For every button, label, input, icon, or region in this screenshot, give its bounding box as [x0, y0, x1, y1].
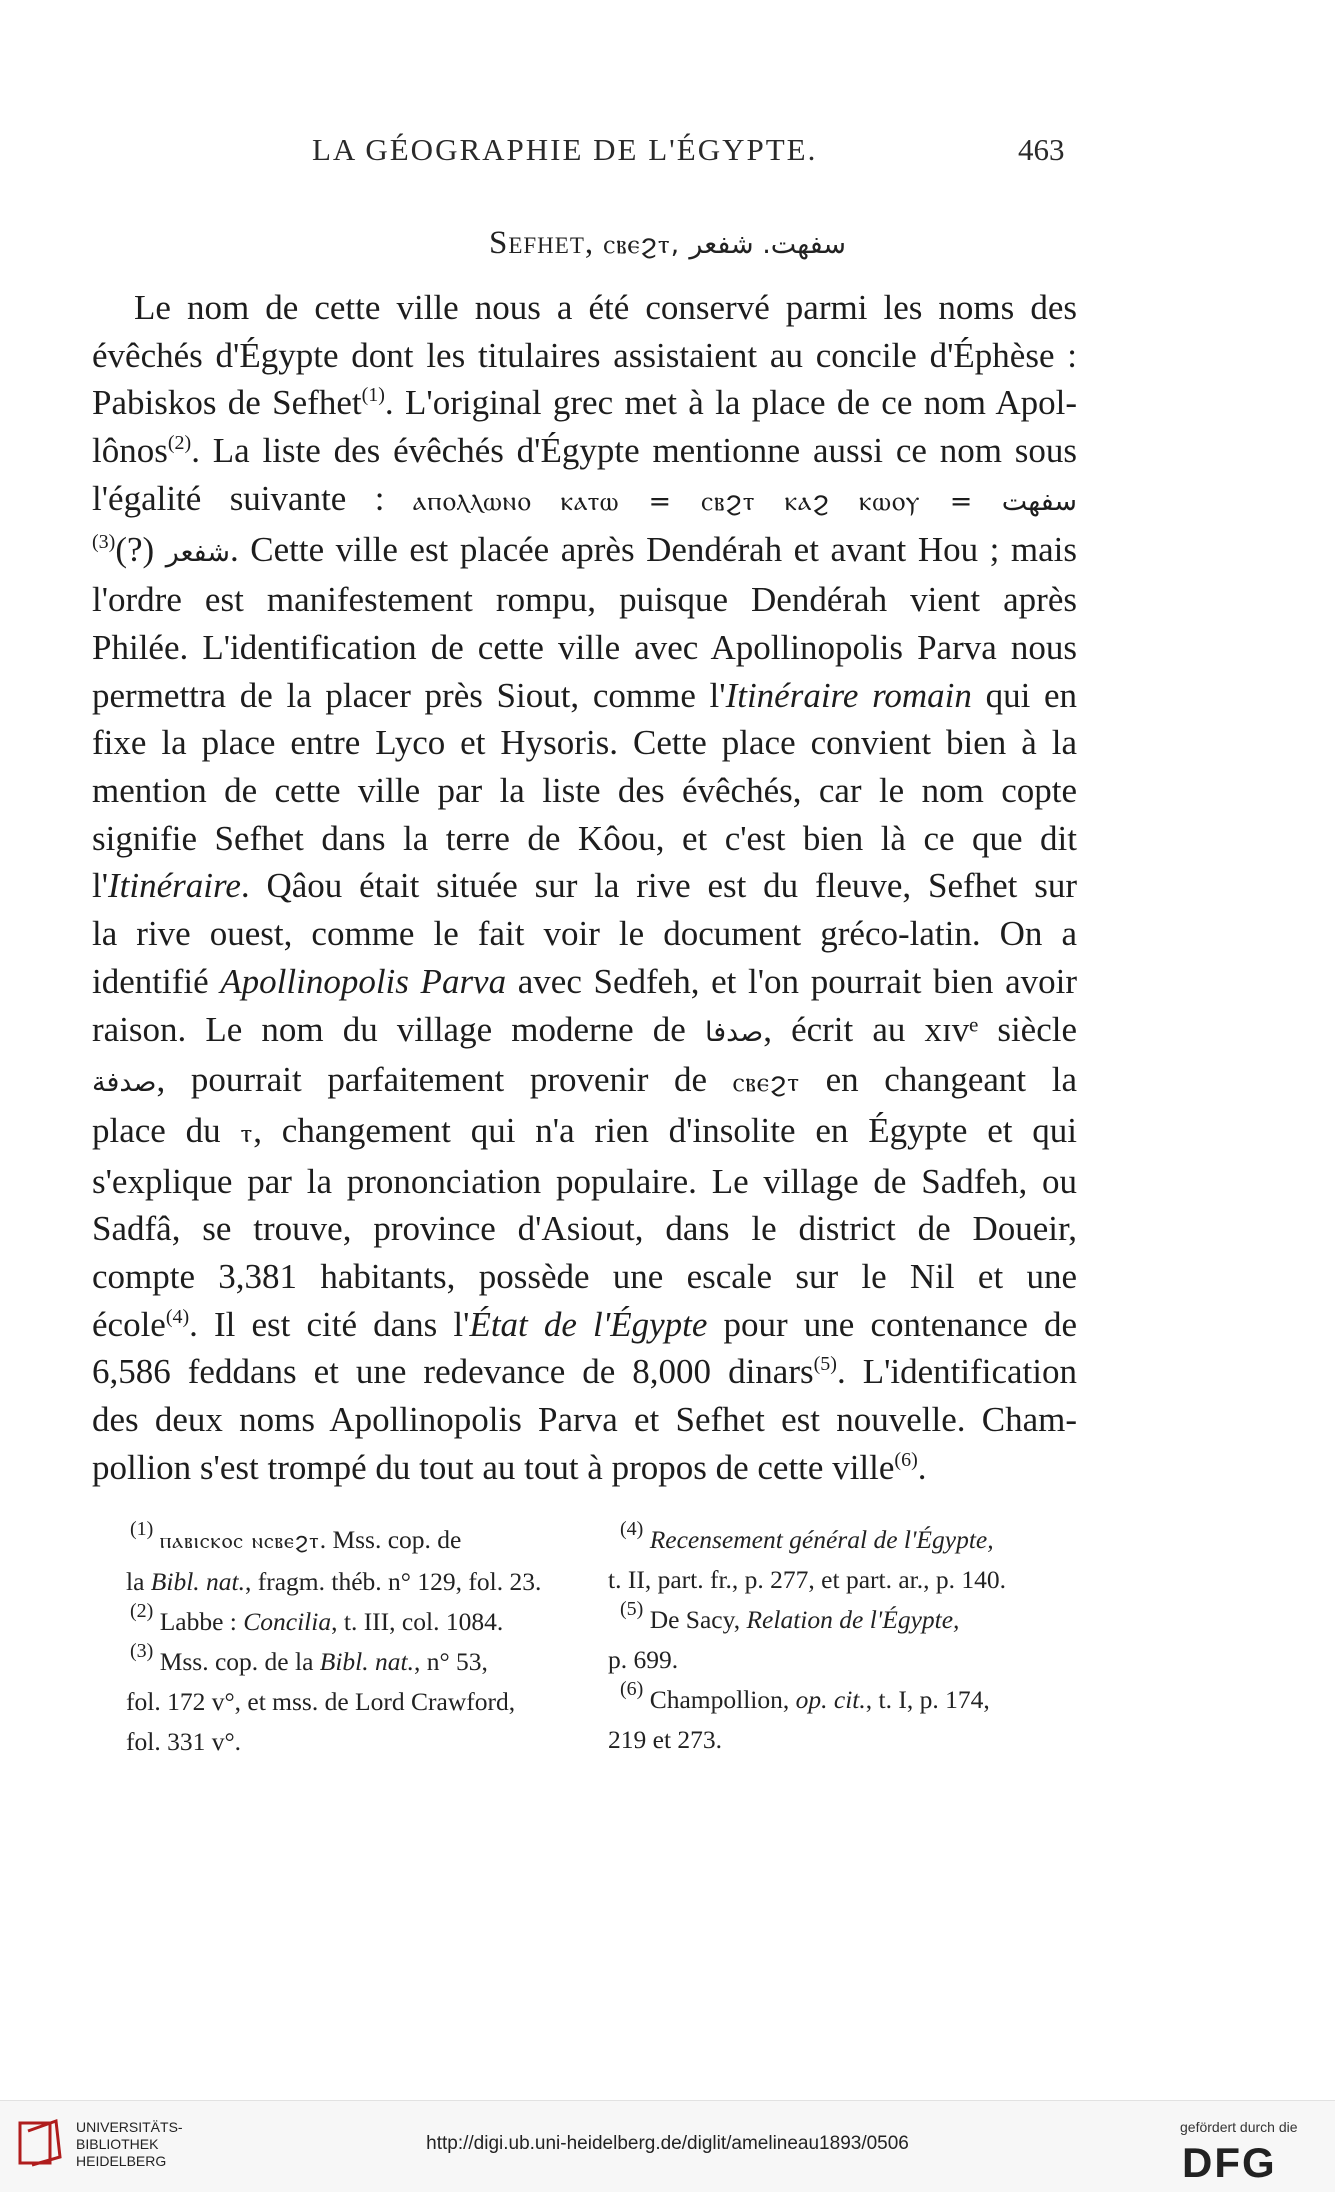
- footnote-line: t. II, part. fr., p. 277, et part. ar., p. 140.: [608, 1565, 1006, 1594]
- text-line: lônos$^{(2)}$. La liste des évêchés d'Égypte mentionne aussi ce nom sous: [92, 431, 1077, 471]
- footnote-line: p. 699.: [608, 1645, 679, 1674]
- text-line: Le nom de cette ville nous a été conservé parmi les noms des: [134, 288, 1077, 327]
- text-line: école$^{(4)}$. Il est cité dans l'État de l'Égypte pour une contenance de: [92, 1304, 1077, 1344]
- source-url-link[interactable]: http://digi.ub.uni-heidelberg.de/diglit/amelineau1893/0506: [426, 2133, 909, 2154]
- footnotes-right-column: [608, 1520, 1088, 1760]
- footnote: $^{(4)}$ Recensement général de l'Égypte,: [620, 1518, 994, 1554]
- text-line: صدفة, pourrait parfaitement provenir de ⲥⲃⲉϩⲧ en changeant la: [92, 1060, 1078, 1100]
- text-line: fixe la place entre Lyco et Hysoris. Cette place convient bien à la: [92, 723, 1077, 763]
- footnote-ref: (3): [92, 530, 116, 553]
- running-header: LA GÉOGRAPHIE DE L'ÉGYPTE.: [312, 132, 818, 167]
- text-line: Philée. L'identification de cette ville avec Apollinopolis Parva nous: [92, 627, 1077, 667]
- arabic-text: سفهت: [1001, 485, 1078, 517]
- section-title-arabic: سفهت. شفعر: [689, 229, 847, 260]
- footnote: $^{(1)}$ ⲡⲁⲃⲓⲥⲕⲟⲥ ⲛⲥⲃⲉϩⲧ. Mss. cop. de: [130, 1518, 462, 1554]
- footnote-ref: (1): [361, 384, 385, 407]
- text-line: s'explique par la prononciation populaire. Le village de Sadfeh, ou: [92, 1161, 1077, 1201]
- text-line: permettra de la placer près Siout, comme l'Itinéraire romain qui en: [92, 675, 1077, 715]
- footnote-line: 219 et 273.: [608, 1725, 723, 1754]
- text-line: Pabiskos de Sefhet$^{(1)}$. L'original grec met à la place de ce nom Apol-: [92, 383, 1077, 423]
- footnote: $^{(2)}$ Labbe : Concilia, t. III, col. 1084.: [130, 1600, 504, 1636]
- coptic-text: ⲧ: [240, 1117, 254, 1149]
- section-title: [0, 225, 1335, 262]
- coptic-text: ⲁⲡⲟⲗⲗⲱⲛⲟ ⲕⲁⲧⲱ = ⲥⲃϩⲧ ⲕⲁϩ ⲕⲱⲟⲩ =: [412, 485, 974, 517]
- section-title-coptic: ⲥⲃⲉϩⲧ,: [603, 229, 681, 260]
- digitization-footer: [0, 2100, 1335, 2192]
- text-line: l'ordre est manifestement rompu, puisque Dendérah vient après: [92, 580, 1077, 620]
- arabic-text: شفعر: [165, 536, 230, 568]
- text-line: évêchés d'Égypte dont les titulaires assistaient au concile d'Éphèse :: [92, 335, 1077, 375]
- footnote-ref: (2): [167, 432, 192, 455]
- arabic-text: صدفة: [92, 1067, 157, 1099]
- footnotes-left-column: [126, 1518, 542, 1762]
- coptic-text: ⲥⲃⲉϩⲧ: [732, 1067, 800, 1099]
- text-line: 6,586 feddans et une redevance de 8,000 dinars$^{(5)}$. L'identification: [92, 1352, 1077, 1392]
- page-number: 463: [1018, 132, 1065, 167]
- text-line: Sadfâ, se trouve, province d'Asiout, dans le district de Doueir,: [92, 1209, 1077, 1249]
- institution-name: UNIVERSITÄTS- BIBLIOTHEK HEIDELBERG: [76, 2119, 183, 2169]
- text-line: pollion s'est trompé du tout au tout à propos de cette ville$^{(6)}$.: [92, 1447, 927, 1487]
- text-line: des deux noms Apollinopolis Parva et Sefhet est nouvelle. Cham-: [92, 1400, 1077, 1440]
- funding-label: gefördert durch die: [1180, 2119, 1298, 2135]
- section-title-name: Sefhet,: [488, 225, 595, 261]
- footnote: $^{(3)}$ Mss. cop. de la Bibl. nat., n° 53,: [130, 1640, 488, 1676]
- footnote-ref: (4): [165, 1305, 190, 1328]
- body-paragraph: [92, 284, 1077, 1492]
- dfg-logo: DFG: [1182, 2139, 1277, 2186]
- text-line: شفعر (?)$^{(3)}$ . Cette ville est placée après Dendérah et avant Hou ; mais: [92, 529, 1077, 569]
- text-line: mention de cette ville par la liste des évêchés, car le nom copte: [92, 771, 1077, 811]
- text-line: raison. Le nom du village moderne de صدفا, écrit au xɪvᵉ siècle: [92, 1009, 1078, 1049]
- text-line: compte 3,381 habitants, possède une escale sur le Nil et une: [92, 1257, 1077, 1297]
- text-line: place du ⲧ, changement qui n'a rien d'insolite en Égypte et qui: [92, 1110, 1078, 1150]
- footnote-line: fol. 331 v°.: [126, 1727, 242, 1756]
- footnote-ref: (6): [894, 1448, 918, 1471]
- text-line: l'égalité suivante : ⲁⲡⲟⲗⲗⲱⲛⲟ ⲕⲁⲧⲱ = ⲥⲃϩⲧ ⲕⲁϩ ⲕⲱⲟⲩ = سفهت: [92, 478, 1078, 518]
- footnote-line: fol. 172 v°, et mss. de Lord Crawford,: [126, 1687, 516, 1716]
- text-line: la rive ouest, comme le fait voir le document gréco-latin. On a: [92, 914, 1077, 954]
- footnote: $^{(5)}$ De Sacy, Relation de l'Égypte,: [620, 1598, 960, 1634]
- text-line: identifié Apollinopolis Parva avec Sedfeh, et l'on pourrait bien avoir: [92, 961, 1077, 1001]
- footnote-line: la Bibl. nat., fragm. théb. n° 129, fol. 23.: [126, 1567, 542, 1596]
- text-line: l'Itinéraire. Qâou était située sur la rive est du fleuve, Sefhet sur: [92, 866, 1077, 906]
- footnote-ref: (5): [813, 1353, 837, 1376]
- footnote: $^{(6)}$ Champollion, op. cit., t. I, p. 174,: [620, 1678, 990, 1714]
- text-line: signifie Sefhet dans la terre de Kôou, et c'est bien là ce que dit: [92, 818, 1077, 858]
- arabic-text: صدفا: [704, 1016, 764, 1048]
